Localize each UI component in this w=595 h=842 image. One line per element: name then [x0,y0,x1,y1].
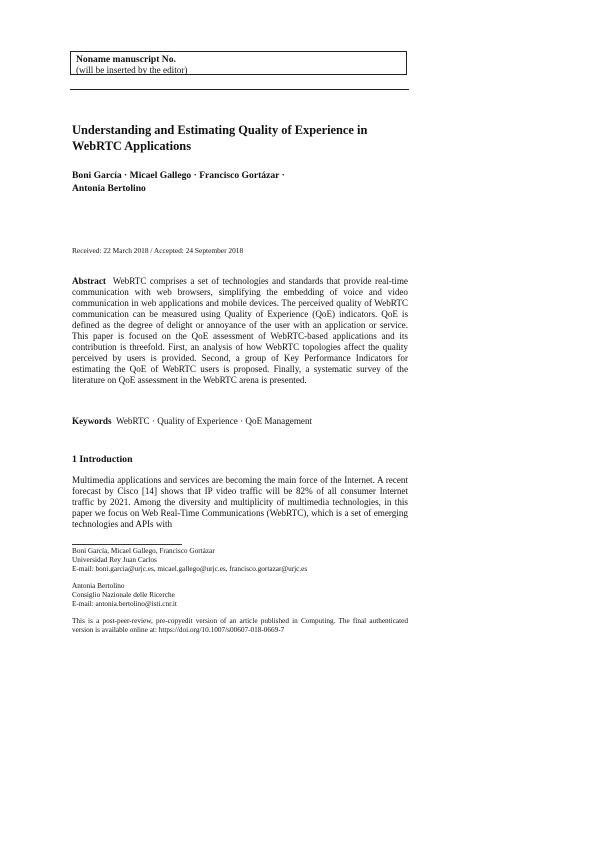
affiliation-1 [72,547,412,574]
manuscript-subtitle: (will be inserted by the editor) [76,65,188,75]
affiliation-2-institution: Consiglio Nazionale delle Ricerche [72,590,175,599]
section-heading-introduction: 1 Introduction [72,454,133,465]
abstract [72,276,408,386]
header-rule [70,89,409,90]
publication-note: This is a post-peer-review, pre-copyedit version of an article published in Computing. The final authenticated version is available online at: https://doi.org/10.1007/s00607-018-0669-7 [72,617,408,634]
affiliation-2-names: Antonia Bertolino [72,582,125,590]
received-accepted-dates: Received: 22 March 2018 / Accepted: 24 September 2018 [72,246,244,255]
abstract-label: Abstract [72,276,106,286]
paper-title: Understanding and Estimating Quality of Experience in WebRTC Applications [72,123,368,153]
affiliation-2 [72,582,412,609]
keywords [72,416,408,427]
affiliation-1-email: E-mail: boni.garcia@urjc.es, micael.gallego@urjc.es, francisco.gortazar@urjc.es [72,564,308,573]
abstract-text: WebRTC comprises a set of technologies and standards that provide real-time communication with web browsers, simplifying the embedding of voice and video communication in web applications and mobile devices. The perceived quality of WebRTC communication can be measured using Quality of Experience (QoE) indicators. QoE is defined as the degree of delight or annoyance of the user with an application or service. This paper is focused on the QoE assessment of WebRTC-based applications and its contribution is threefold. First, an analysis of how WebRTC topologies affect the quality perceived by users is provided. Second, a group of Key Performance Indicators for estimating the QoE of WebRTC users is proposed. Finally, a systematic survey of the literature on QoE assessment in the WebRTC arena is presented. [72,276,408,385]
footnote-rule [72,544,182,545]
keywords-text: WebRTC · Quality of Experience · QoE Management [115,416,313,426]
affiliation-1-names: Boni García, Micael Gallego, Francisco Gortázar [72,547,215,555]
affiliation-1-institution: Universidad Rey Juan Carlos [72,555,157,564]
introduction-text: Multimedia applications and services are becoming the main force of the Internet. A recent forecast by Cisco [14] shows that IP video traffic will be 82% of all consumer Internet traffic by 2021. Among the diversity and multiplicity of multimedia technologies, in this paper we focus on Web Real-Time Communications (WebRTC), which is a set of emerging technologies and APIs with [72,475,408,530]
affiliation-2-email: E-mail: antonia.bertolino@isti.cnr.it [72,599,177,608]
manuscript-box [70,51,407,75]
author-list: Boni García · Micael Gallego · Francisco Gortázar · Antonia Bertolino [72,170,285,194]
keywords-label: Keywords [72,416,112,426]
manuscript-title: Noname manuscript No. [76,54,176,65]
